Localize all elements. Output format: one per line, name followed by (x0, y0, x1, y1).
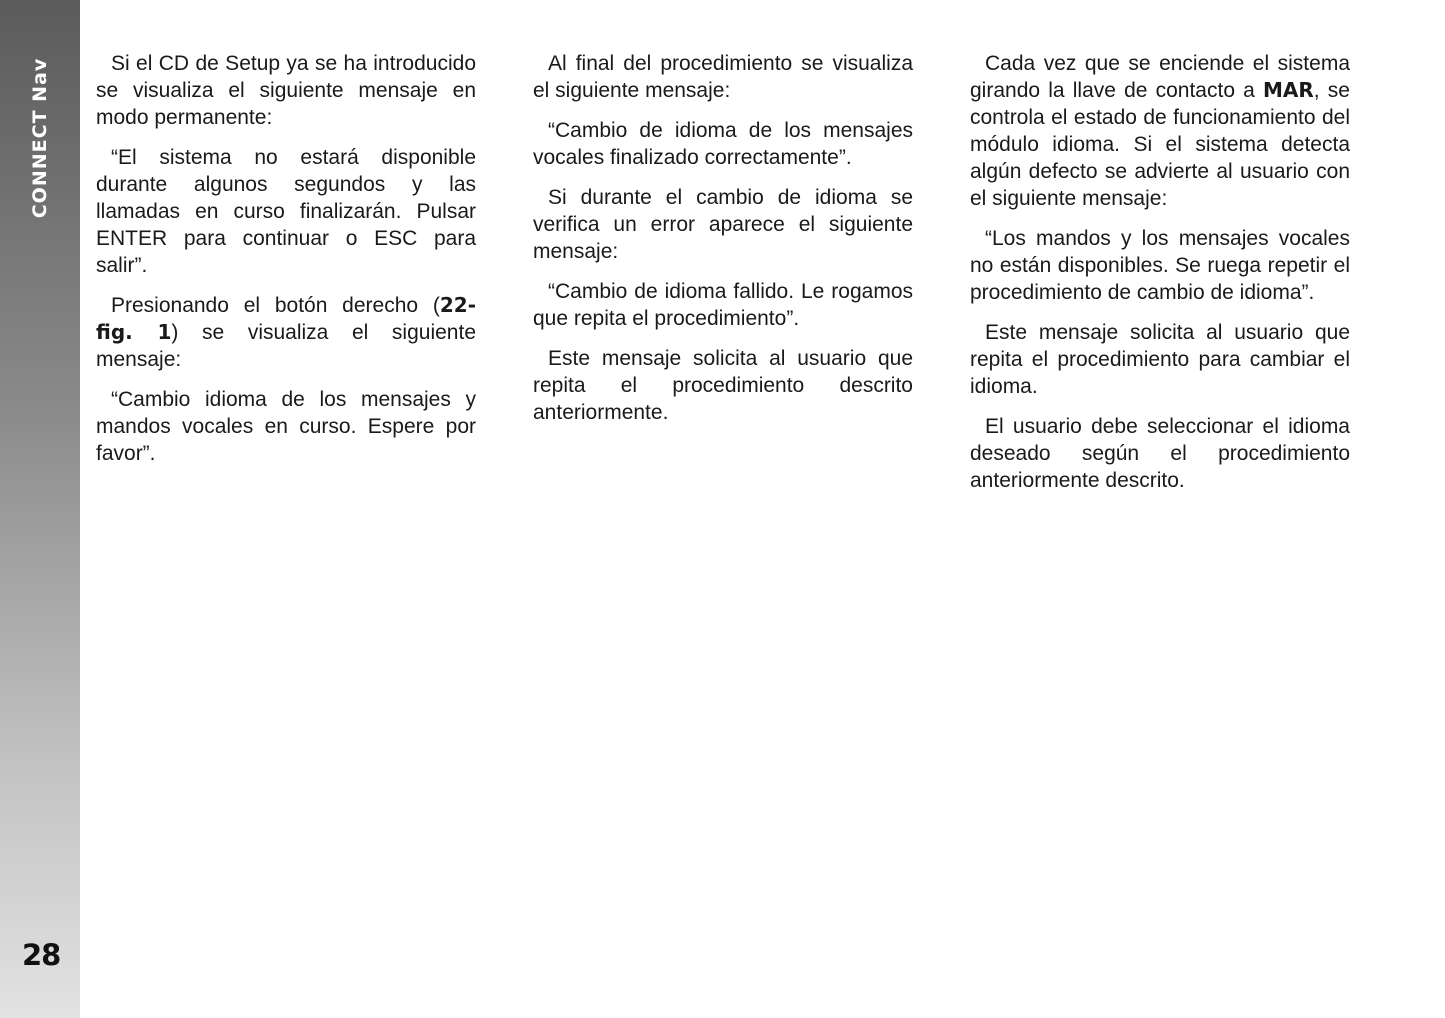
paragraph: Este mensaje solicita al usuario que repita el procedimiento para cambiar el idioma. (970, 321, 1350, 398)
text-column-2 (533, 50, 913, 439)
paragraph-text: ) se visualiza el siguiente mensaje: (96, 321, 476, 371)
paragraph-text: Presionando el botón derecho ( (111, 294, 440, 317)
paragraph: “Cambio de idioma fallido. Le rogamos que repita el procedimiento”. (533, 280, 913, 330)
paragraph: Al final del procedimiento se visualiza el siguiente mensaje: (533, 52, 913, 102)
paragraph-text: , se controla el estado de funcionamiento del módulo idioma. Si el sistema detecta algún defecto se advierte al usuario con el siguiente mensaje: (970, 79, 1350, 210)
paragraph: “Cambio de idioma de los mensajes vocales finalizado correctamente”. (533, 119, 913, 169)
text-column-3 (970, 50, 1350, 507)
paragraph: Si durante el cambio de idioma se verifica un error aparece el siguiente mensaje: (533, 186, 913, 263)
key-position-reference: MAR (1263, 78, 1314, 102)
paragraph: El usuario debe seleccionar el idioma deseado según el procedimiento anteriormente descrito. (970, 415, 1350, 492)
paragraph (970, 50, 1350, 212)
paragraph (96, 292, 476, 373)
section-title: CONNECT Nav (29, 57, 51, 219)
paragraph: “Cambio idioma de los mensajes y mandos vocales en curso. Espere por favor”. (96, 388, 476, 465)
figure-reference: 22-fig. 1 (96, 293, 476, 344)
text-column-1 (96, 50, 476, 480)
paragraph: “Los mandos y los mensajes vocales no están disponibles. Se ruega repetir el procedimiento de cambio de idioma”. (970, 227, 1350, 304)
paragraph: “El sistema no estará disponible durante algunos segundos y las llamadas en curso finalizarán. Pulsar ENTER para continuar o ESC para salir”. (96, 146, 476, 277)
paragraph: Si el CD de Setup ya se ha introducido se visualiza el siguiente mensaje en modo permanente: (96, 52, 476, 129)
paragraph: Este mensaje solicita al usuario que repita el procedimiento descrito anteriormente. (533, 347, 913, 424)
paragraph-text: Cada vez que se enciende el sistema girando la llave de contacto a (970, 52, 1350, 102)
side-bar (0, 0, 80, 1018)
page-number: 28 (22, 938, 61, 972)
